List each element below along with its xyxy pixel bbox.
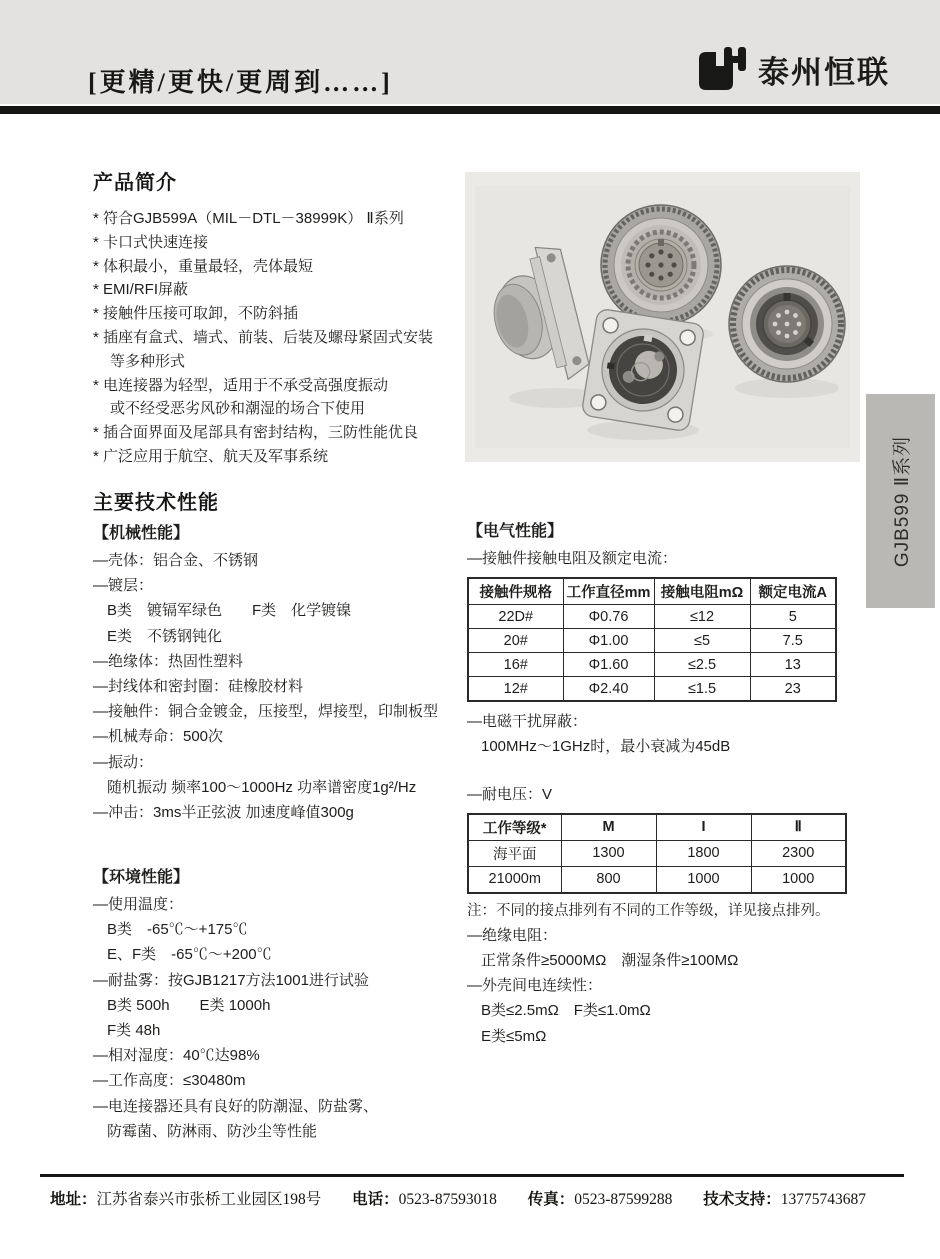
product-photo bbox=[465, 172, 860, 462]
spec-line: —电连接器还具有良好的防潮湿、防盐雾、 bbox=[93, 1097, 379, 1115]
mechanical-section bbox=[93, 520, 467, 825]
table-cell: 1000 bbox=[656, 866, 751, 893]
table-cell: ≤12 bbox=[654, 605, 750, 629]
spec-line: —绝缘体：热固性塑料 bbox=[93, 652, 244, 670]
table-cell: 22D# bbox=[468, 605, 563, 629]
column-header: I bbox=[656, 814, 751, 841]
intro-section bbox=[93, 166, 465, 469]
table-cell: 13 bbox=[750, 653, 836, 677]
table-row bbox=[468, 605, 836, 629]
mechanical-heading: 【机械性能】 bbox=[93, 525, 190, 542]
intro-line: * 接触件压接可取卸，不防斜插 bbox=[93, 305, 299, 323]
table-row bbox=[468, 840, 846, 866]
spec-line: —相对湿度：40℃达98% bbox=[93, 1047, 260, 1065]
footer-value: 0523-87599288 bbox=[574, 1191, 673, 1208]
tech-title: 主要技术性能 bbox=[93, 492, 219, 514]
emi-value: 100MHz～1GHz时，最小衰减为45dB bbox=[481, 738, 731, 756]
spec-line: —接触件接触电阻及额定电流： bbox=[467, 550, 678, 567]
insulation-value: 正常条件≥5000MΩ 潮湿条件≥100MΩ bbox=[481, 952, 739, 970]
contact-resistance-table bbox=[467, 577, 837, 702]
voltage-table bbox=[467, 813, 847, 894]
side-tab-label: GJB599 Ⅱ系列 bbox=[892, 435, 914, 567]
voltage-note: 注：不同的接点排列有不同的工作等级，详见接点排列。 bbox=[467, 902, 830, 919]
column-header: 工作等级* bbox=[468, 814, 561, 841]
series-side-tab bbox=[866, 394, 935, 608]
environmental-heading: 【环境性能】 bbox=[93, 869, 190, 886]
table-cell: 海平面 bbox=[468, 840, 561, 866]
header-band bbox=[0, 0, 940, 104]
intro-line: * EMI/RFI屏蔽 bbox=[93, 281, 189, 299]
spec-line: —使用温度： bbox=[93, 896, 184, 913]
spec-line: 防霉菌、防淋雨、防沙尘等性能 bbox=[107, 1122, 318, 1140]
environmental-section bbox=[93, 864, 467, 1144]
table-cell: 5 bbox=[750, 605, 836, 629]
table-row bbox=[468, 629, 836, 653]
continuity-value: E类≤5mΩ bbox=[481, 1027, 547, 1045]
table-cell: 12# bbox=[468, 677, 563, 702]
spec-line: E、F类 -65℃～+200℃ bbox=[107, 946, 272, 964]
column-header: 工作直径mm bbox=[563, 578, 654, 605]
spec-line: —接触件：铜合金镀金，压接型，焊接型，印制板型 bbox=[93, 703, 439, 721]
spec-line: E类 不锈钢钝化 bbox=[107, 627, 223, 645]
table-cell: 7.5 bbox=[750, 629, 836, 653]
spec-line: —封线体和密封圈：硅橡胶材料 bbox=[93, 678, 304, 696]
table-cell: 23 bbox=[750, 677, 836, 702]
spec-line: —壳体：铝合金、不锈钢 bbox=[93, 552, 259, 569]
footer-segment-address bbox=[50, 1191, 321, 1208]
continuity-label: —外壳间电连续性： bbox=[467, 977, 603, 995]
insulation-label: —绝缘电阻： bbox=[467, 926, 558, 944]
footer-label: 电话： bbox=[352, 1191, 399, 1208]
table-cell: 800 bbox=[561, 866, 656, 893]
table-cell: ≤1.5 bbox=[654, 677, 750, 702]
table-header-row bbox=[468, 814, 846, 841]
table-cell: Φ0.76 bbox=[563, 605, 654, 629]
spec-line: —镀层： bbox=[93, 577, 154, 595]
footer bbox=[50, 1188, 910, 1212]
column-header: Ⅱ bbox=[751, 814, 846, 841]
continuity-value: B类≤2.5mΩ F类≤1.0mΩ bbox=[481, 1002, 651, 1020]
brand-name: 泰州恒联 bbox=[758, 54, 890, 90]
table-cell: 1000 bbox=[751, 866, 846, 893]
intro-line: * 电连接器为轻型，适用于不承受高强度振动 bbox=[93, 376, 389, 394]
table-cell: Φ1.60 bbox=[563, 653, 654, 677]
footer-segment-support bbox=[703, 1191, 866, 1208]
voltage-label: —耐电压：V bbox=[467, 785, 553, 803]
intro-line: 或不经受恶劣风砂和潮湿的场合下使用 bbox=[110, 400, 366, 418]
table-cell: Φ1.00 bbox=[563, 629, 654, 653]
footer-divider bbox=[40, 1174, 904, 1177]
table-row bbox=[468, 677, 836, 702]
intro-line: * 广泛应用于航空、航天及军事系统 bbox=[93, 447, 329, 465]
footer-label: 地址： bbox=[50, 1191, 97, 1208]
intro-line: * 符合GJB599A（MIL－DTL－38999K） Ⅱ系列 bbox=[93, 210, 404, 227]
intro-line: * 卡口式快速连接 bbox=[93, 233, 209, 251]
table-cell: 16# bbox=[468, 653, 563, 677]
spec-line: —机械寿命：500次 bbox=[93, 728, 224, 746]
table-cell: 20# bbox=[468, 629, 563, 653]
intro-title: 产品简介 bbox=[93, 172, 177, 194]
slogan-text: [更精/更快/更周到……] bbox=[88, 68, 393, 97]
footer-label: 技术支持： bbox=[703, 1191, 781, 1208]
column-header: M bbox=[561, 814, 656, 841]
column-header: 接触电阻mΩ bbox=[654, 578, 750, 605]
emi-label: —电磁干扰屏蔽： bbox=[467, 713, 588, 731]
column-header: 额定电流A bbox=[750, 578, 836, 605]
electrical-heading: 【电气性能】 bbox=[467, 523, 564, 540]
table-header-row bbox=[468, 578, 836, 605]
company-logo bbox=[697, 46, 890, 92]
intro-line: * 体积最小，重量最轻，壳体最短 bbox=[93, 257, 314, 275]
intro-line: 等多种形式 bbox=[110, 352, 186, 370]
spec-line: —耐盐雾：按GJB1217方法1001进行试验 bbox=[93, 971, 369, 989]
lh-logo-icon bbox=[697, 46, 749, 92]
table-row bbox=[468, 866, 846, 893]
header-divider-bar bbox=[0, 106, 940, 114]
spec-line: B类 镀镉军绿色 F类 化学镀镍 bbox=[107, 602, 352, 620]
footer-label: 传真： bbox=[527, 1191, 575, 1208]
footer-segment-fax bbox=[528, 1191, 673, 1208]
table-cell: Φ2.40 bbox=[563, 677, 654, 702]
spec-line: —冲击：3ms半正弦波 加速度峰值300g bbox=[93, 804, 354, 822]
intro-line: * 插座有盒式、墙式、前装、后装及螺母紧固式安装 bbox=[93, 328, 434, 346]
footer-value: 13775743687 bbox=[780, 1191, 867, 1208]
spec-line: F类 48h bbox=[107, 1022, 161, 1040]
footer-segment-phone bbox=[352, 1191, 497, 1208]
spec-line: B类 -65℃～+175℃ bbox=[107, 921, 248, 939]
footer-value: 江苏省泰兴市张桥工业园区198号 bbox=[96, 1191, 322, 1208]
table-cell: 21000m bbox=[468, 866, 561, 893]
table-cell: ≤5 bbox=[654, 629, 750, 653]
connector-photo-illustration bbox=[465, 172, 860, 462]
electrical-section bbox=[467, 518, 849, 1049]
table-cell: 2300 bbox=[751, 840, 846, 866]
table-row bbox=[468, 653, 836, 677]
intro-line: * 插合面界面及尾部具有密封结构，三防性能优良 bbox=[93, 424, 419, 442]
footer-value: 0523-87593018 bbox=[398, 1191, 497, 1208]
spec-line: —振动： bbox=[93, 753, 154, 771]
spec-line: 随机振动 频率100～1000Hz 功率谱密度1g²/Hz bbox=[107, 778, 417, 796]
table-cell: 1800 bbox=[656, 840, 751, 866]
table-cell: 1300 bbox=[561, 840, 656, 866]
table-cell: ≤2.5 bbox=[654, 653, 750, 677]
spec-line: —工作高度：≤30480m bbox=[93, 1072, 246, 1090]
spec-line: B类 500h E类 1000h bbox=[107, 996, 271, 1014]
column-header: 接触件规格 bbox=[468, 578, 563, 605]
